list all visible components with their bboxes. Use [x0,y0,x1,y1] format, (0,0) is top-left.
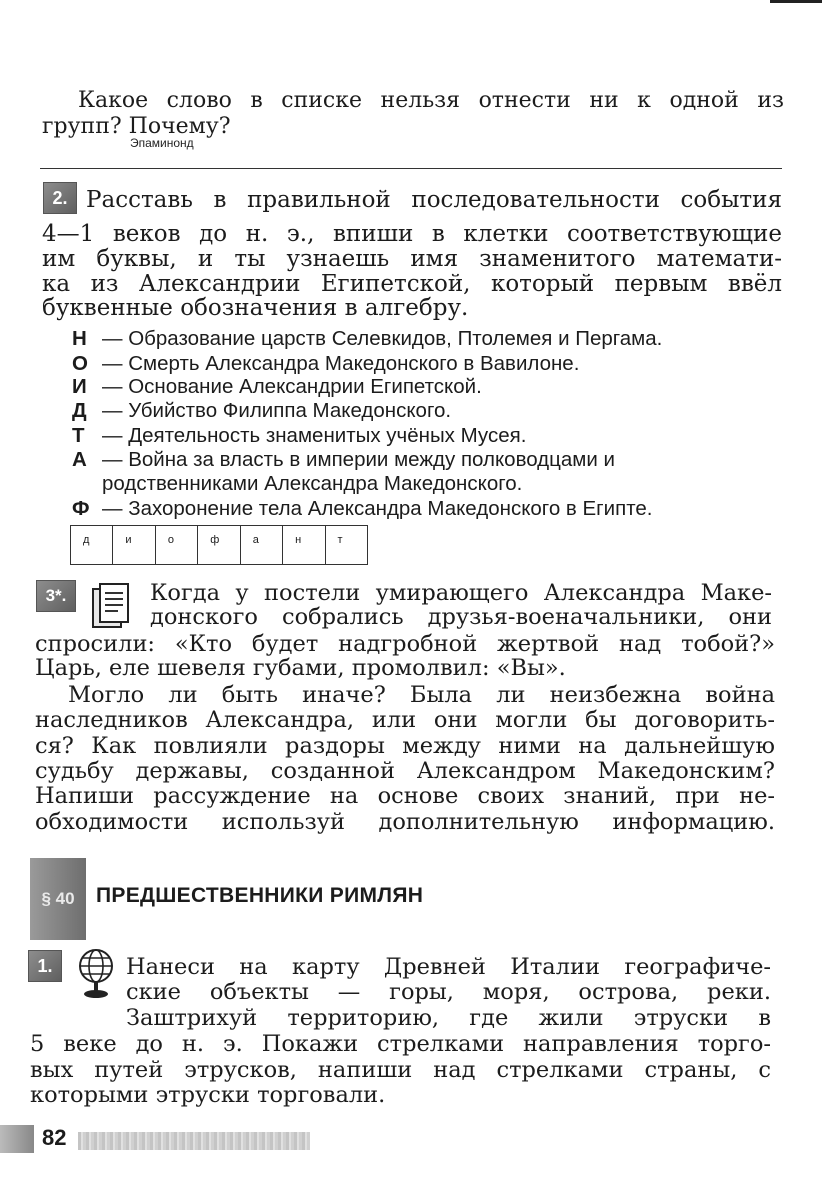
task-2-line: 4—1 веков до н. э., впиши в клетки соответствующие [42,221,782,247]
answer-cell-letter: т [337,534,343,546]
task-3-line: Могло ли быть иначе? Была ли неизбежна война [68,682,775,708]
event-letter: О [72,352,88,375]
task-2-line: буквенные обозначения в алгебру. [42,295,469,321]
task-3-line: Царь, еле шевеля губами, промолвил: «Вы». [35,655,566,681]
section-badge: § 40 [30,858,86,940]
event-text: родственниками Александра Македонского. [102,472,523,495]
footer-bar [0,1125,34,1153]
task-1-line: которыми этруски торговали. [30,1082,386,1108]
task-1-line: 5 веке до н. э. Покажи стрелками направления торго- [30,1031,771,1057]
task-2-line: ка из Александрии Египетской, который первым ввёл [42,271,782,297]
page-number: 82 [42,1125,67,1150]
task-2-badge: 2. [43,182,77,214]
task-1-line: ские объекты — горы, моря, острова, реки. [126,979,771,1005]
answer-cell-letter: и [125,534,132,546]
event-row [72,375,482,399]
task-1-badge: 1. [28,950,62,982]
task-3-line: обходимости используй дополнительную информацию. [35,809,775,835]
task-3-line: ся? Как повлияли раздоры между ними на дальнейшую [35,733,775,759]
answer-cell[interactable] [156,526,198,564]
event-text: — Основание Александрии Египетской. [102,375,482,398]
event-row [72,472,522,496]
event-letter: Ф [72,497,90,520]
answer-cell[interactable] [71,526,113,564]
task-3-line: Когда у постели умирающего Александра Маке- [150,580,772,606]
answer-cell[interactable] [198,526,240,564]
task-1-line: вых путей этрусков, напиши над стрелками страны, с [30,1057,771,1083]
globe-icon [74,946,118,1002]
task-3-line: судьбу державы, созданной Александром Македонским? [35,758,775,784]
task-3-line: Напиши рассуждение на основе своих знаний, при не- [35,783,775,809]
answer-grid [70,525,368,565]
question-line-2: групп? Почему? [42,114,231,139]
event-text: — Захоронение тела Александра Македонского в Египте. [102,497,653,520]
answer-cell-letter: ф [210,534,220,546]
document-icon [90,581,132,631]
event-row [72,352,579,376]
answer-cell[interactable] [326,526,367,564]
event-text: — Убийство Филиппа Македонского. [102,399,452,422]
task-3-badge: 3*. [36,580,76,612]
task-1-line: Нанеси на карту Древней Италии географиче- [126,954,771,980]
task-3-line: спросили: «Кто будет надгробной жертвой над тобой?» [35,631,775,657]
event-row [72,327,662,351]
event-letter: Н [72,327,87,350]
event-letter: Т [72,424,85,447]
event-letter: А [72,448,87,471]
section-title: ПРЕДШЕСТВЕННИКИ РИМЛЯН [96,884,424,907]
question-line-1: Какое слово в списке нельзя отнести ни к одной из [78,88,784,113]
answer-cell[interactable] [113,526,155,564]
task-3-line: донского собрались друзья-военачальники, они [150,604,772,630]
answer-cell-letter: а [252,534,259,546]
handwritten-answer: Эпаминонд [130,136,194,150]
corner-rule [770,0,822,3]
event-row [72,399,451,423]
task-2-line: им буквы, и ты узнаешь имя знаменитого математи- [42,246,782,272]
divider [40,168,782,169]
event-text: — Образование царств Селевкидов, Птолемея и Пергама. [102,327,663,350]
event-text: — Деятельность знаменитых учёных Мусея. [102,424,527,447]
answer-cell-letter: д [83,534,90,546]
answer-cell[interactable] [283,526,325,564]
event-row [72,424,526,448]
answer-cell-letter: н [295,534,302,546]
task-1-line: Заштрихуй территорию, где жили этруски в [126,1005,771,1031]
task-3-line: наследников Александра, или они могли бы договорить- [35,707,775,733]
event-row [72,448,615,472]
answer-cell-letter: о [167,534,174,546]
task-2-line: Расставь в правильной последовательности события [86,187,782,213]
event-text: — Война за власть в империи между полководцами и [102,448,615,471]
answer-cell[interactable] [241,526,283,564]
event-letter: Д [72,399,87,422]
event-letter: И [72,375,87,398]
event-text: — Смерть Александра Македонского в Вавилоне. [102,352,580,375]
footer-decoration [78,1132,310,1150]
event-row [72,497,652,521]
